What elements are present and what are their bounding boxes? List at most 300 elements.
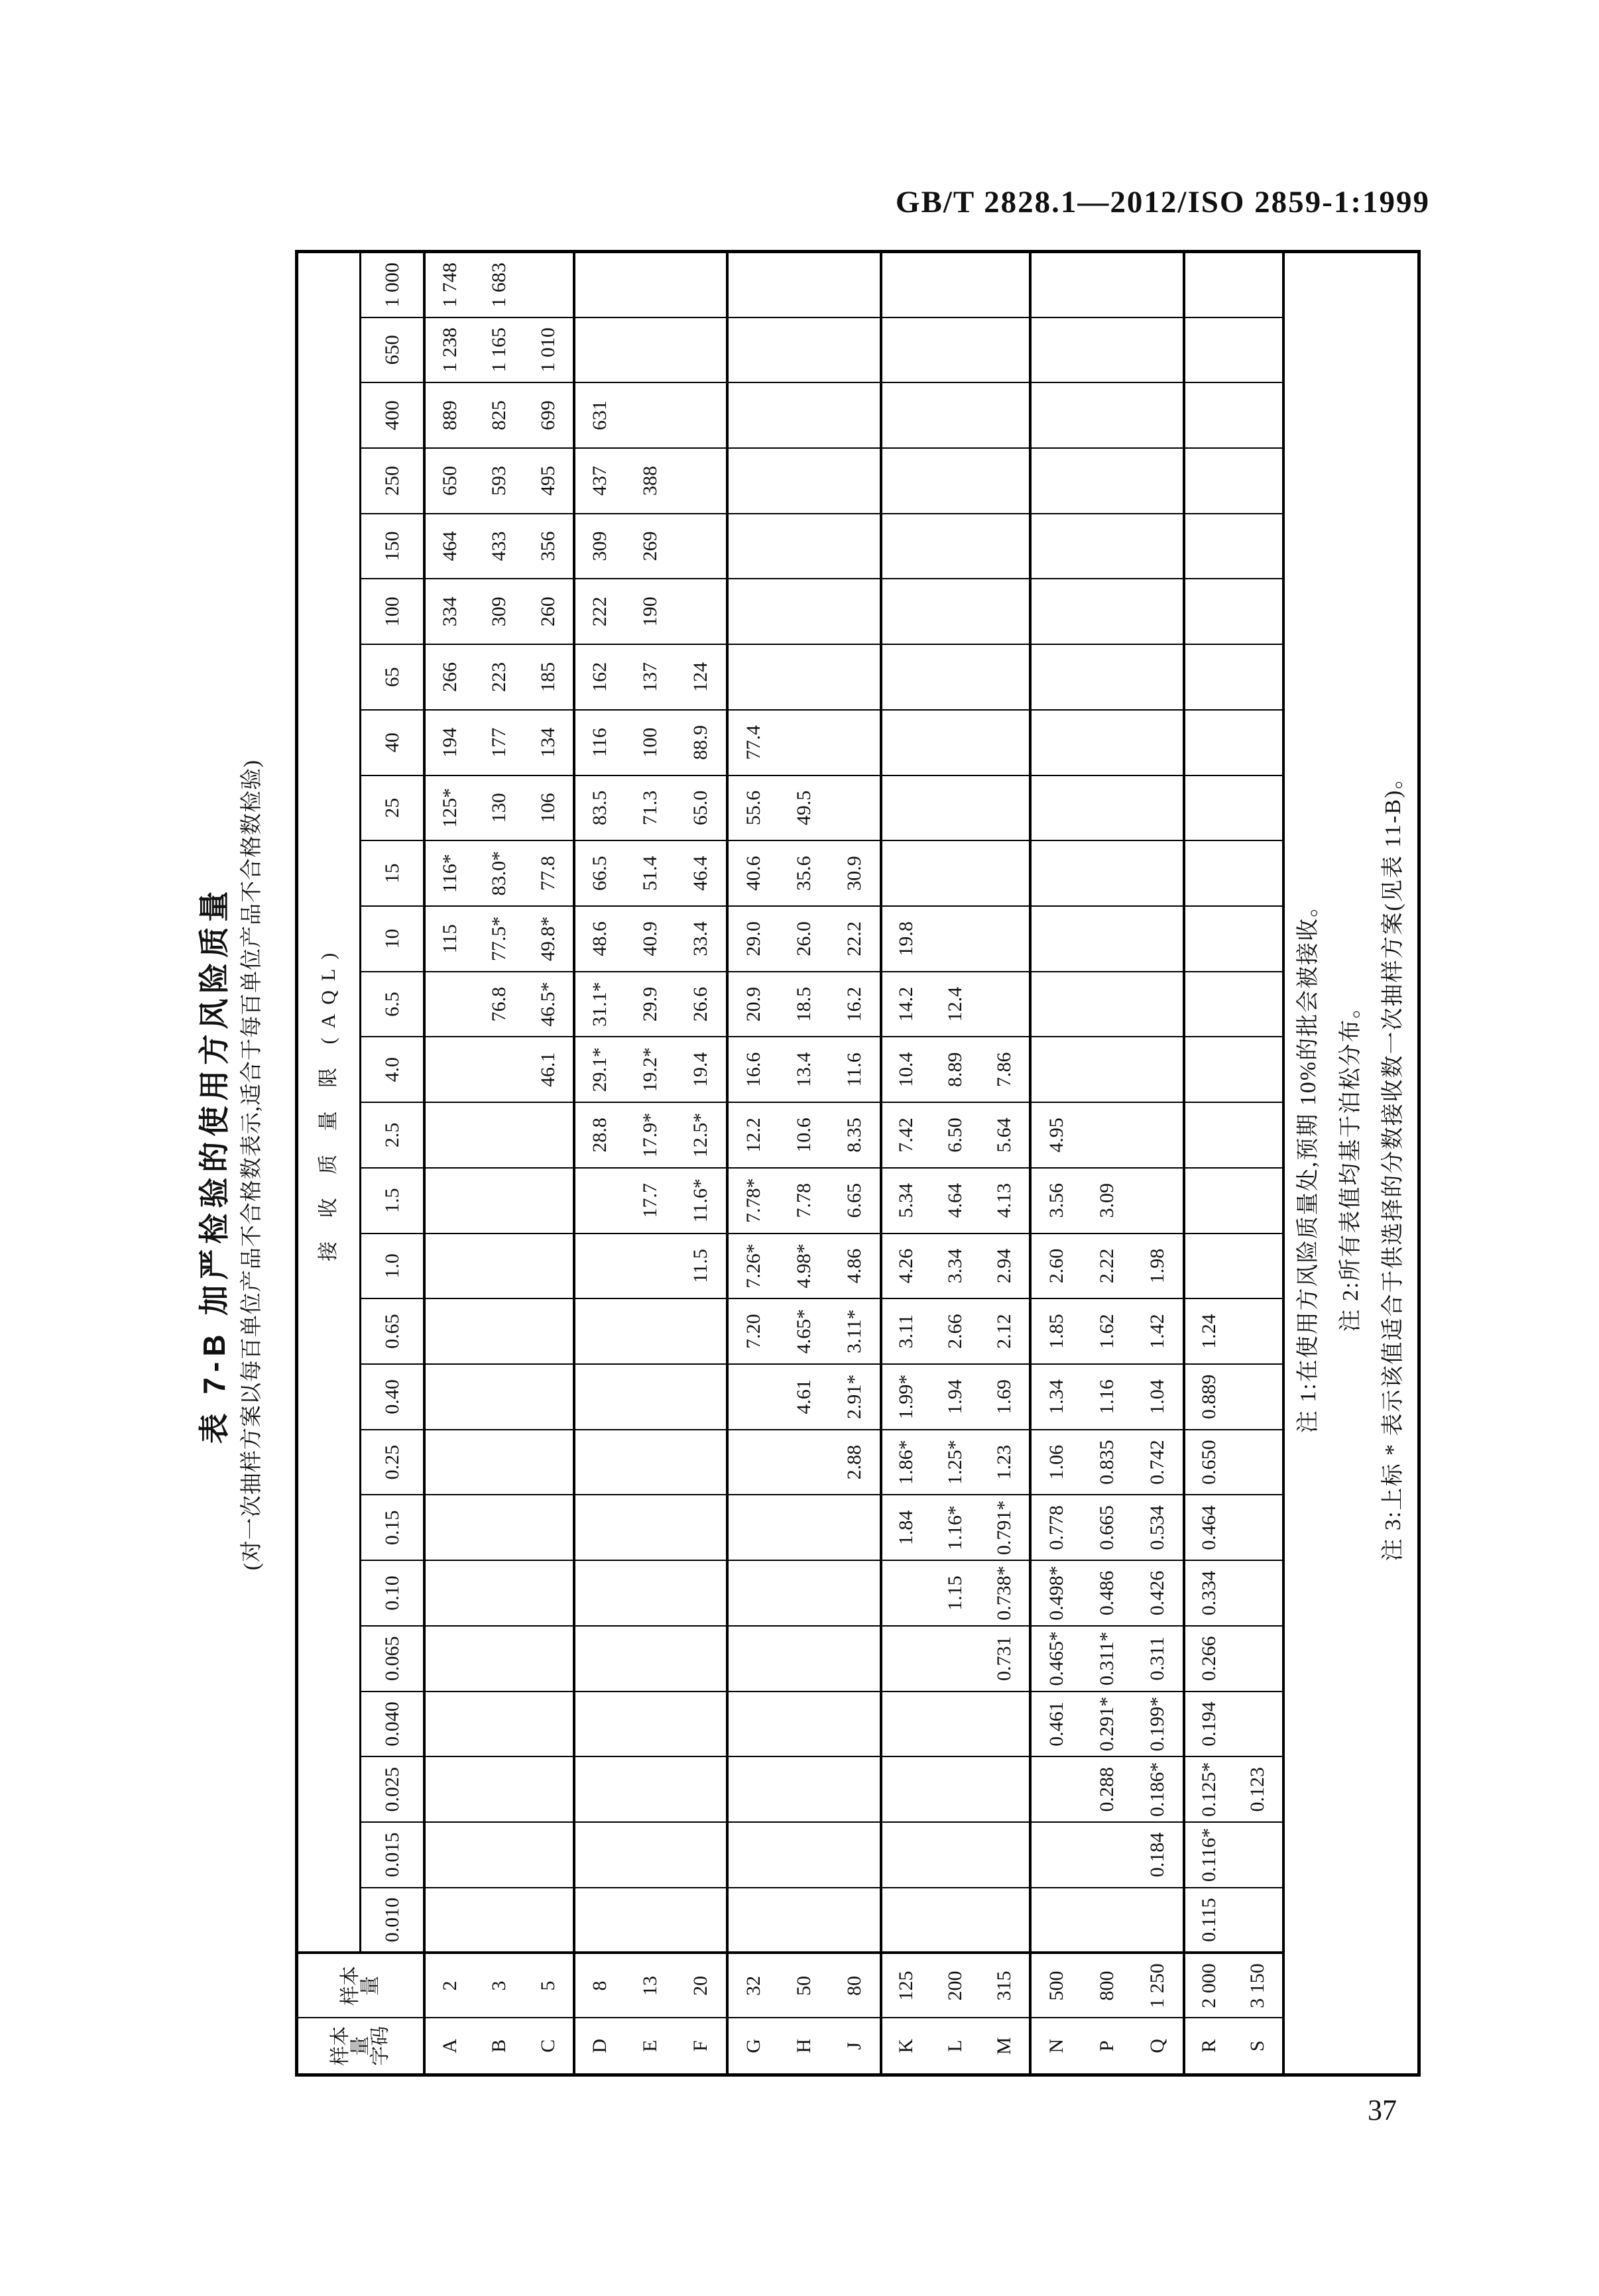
value-cell-D-4.0: 29.1*: [574, 1037, 625, 1102]
value-cell-P-400: [1081, 382, 1132, 448]
value-cell-Q-6.5: [1132, 972, 1183, 1037]
value-cell-D-0.040: [574, 1692, 625, 1757]
value-cell-G-400: [727, 382, 778, 448]
value-cell-B-100: 309: [474, 579, 524, 644]
code-letter-cell-F: F: [676, 2018, 727, 2075]
value-cell-D-0.010: [574, 1888, 625, 1953]
value-cell-P-0.40: 1.16: [1081, 1364, 1132, 1430]
aql-label-0.040: 0.040: [361, 1692, 425, 1757]
aql-label-400: 400: [361, 382, 425, 448]
value-cell-E-650: [625, 317, 676, 383]
value-cell-E-6.5: 29.9: [625, 972, 676, 1037]
value-cell-L-1000: [931, 252, 980, 317]
value-cell-D-40: 116: [574, 710, 625, 775]
value-cell-G-0.65: 7.20: [727, 1298, 778, 1364]
aql-label-65: 65: [361, 644, 425, 710]
code-letter-cell-B: B: [474, 2018, 524, 2075]
value-cell-J-0.065: [829, 1626, 880, 1692]
value-cell-G-1.5: 7.78*: [727, 1168, 778, 1234]
value-cell-J-0.40: 2.91*: [829, 1364, 880, 1430]
value-cell-S-15: [1234, 840, 1283, 906]
sample-size-cell-B: 3: [474, 1953, 524, 2018]
table-subtitle: (对一次抽样方案以每百单位产品不合格数表示,适合于每百单位产品不合格数检验): [240, 759, 264, 1571]
value-cell-M-10: [980, 906, 1030, 972]
value-cell-H-15: 35.6: [778, 840, 829, 906]
value-cell-K-0.10: [881, 1560, 931, 1626]
sample-size-cell-M: 315: [980, 1953, 1030, 2018]
value-cell-L-0.065: [931, 1626, 980, 1692]
value-cell-N-0.15: 0.778: [1030, 1495, 1081, 1560]
aql-label-0.15: 0.15: [361, 1495, 425, 1560]
note-line-3: 注 3:上标 * 表示该值适合于供选择的分数接收数一次抽样方案(见表 11-B)。: [1381, 765, 1405, 1562]
value-cell-G-2.5: 12.2: [727, 1102, 778, 1168]
table-row-F: [676, 252, 727, 2075]
value-cell-K-1.5: 5.34: [881, 1168, 931, 1234]
value-cell-C-0.15: [524, 1495, 573, 1560]
value-cell-L-25: [931, 775, 980, 841]
value-cell-A-650: 1 238: [424, 317, 474, 383]
value-cell-R-10: [1184, 906, 1234, 972]
value-cell-K-0.040: [881, 1692, 931, 1757]
value-cell-M-1.0: 2.94: [980, 1234, 1030, 1299]
value-cell-P-65: [1081, 644, 1132, 710]
value-cell-S-2.5: [1234, 1102, 1283, 1168]
value-cell-N-1000: [1030, 252, 1081, 317]
value-cell-Q-0.40: 1.04: [1132, 1364, 1183, 1430]
value-cell-L-650: [931, 317, 980, 383]
value-cell-D-250: 437: [574, 448, 625, 514]
aql-label-1000: 1 000: [361, 252, 425, 317]
value-cell-J-0.65: 3.11*: [829, 1298, 880, 1364]
value-cell-A-65: 266: [424, 644, 474, 710]
value-cell-M-0.015: [980, 1822, 1030, 1888]
value-cell-E-0.040: [625, 1692, 676, 1757]
value-cell-N-400: [1030, 382, 1081, 448]
value-cell-Q-100: [1132, 579, 1183, 644]
value-cell-F-0.015: [676, 1822, 727, 1888]
value-cell-N-0.65: 1.85: [1030, 1298, 1081, 1364]
value-cell-R-40: [1184, 710, 1234, 775]
value-cell-D-150: 309: [574, 514, 625, 579]
value-cell-J-1000: [829, 252, 880, 317]
value-cell-S-650: [1234, 317, 1283, 383]
value-cell-R-2.5: [1184, 1102, 1234, 1168]
value-cell-D-1.0: [574, 1234, 625, 1299]
value-cell-G-0.040: [727, 1692, 778, 1757]
value-cell-S-0.10: [1234, 1560, 1283, 1626]
aql-label-40: 40: [361, 710, 425, 775]
code-letter-cell-G: G: [727, 2018, 778, 2075]
value-cell-N-0.025: [1030, 1756, 1081, 1822]
value-cell-Q-0.15: 0.534: [1132, 1495, 1183, 1560]
value-cell-L-4.0: 8.89: [931, 1037, 980, 1102]
sample-size-cell-J: 80: [829, 1953, 880, 2018]
aql-label-0.025: 0.025: [361, 1756, 425, 1822]
value-cell-G-0.25: [727, 1430, 778, 1495]
value-cell-M-400: [980, 382, 1030, 448]
value-cell-R-150: [1184, 514, 1234, 579]
code-letter-cell-E: E: [625, 2018, 676, 2075]
value-cell-N-0.010: [1030, 1888, 1081, 1953]
value-cell-F-6.5: 26.6: [676, 972, 727, 1037]
value-cell-D-650: [574, 317, 625, 383]
note-line-1: 注 1:在使用方风险质量处,预期 10%的批会被接收。: [1296, 893, 1321, 1434]
value-cell-P-6.5: [1081, 972, 1132, 1037]
value-cell-B-0.25: [474, 1430, 524, 1495]
value-cell-J-250: [829, 448, 880, 514]
value-cell-K-40: [881, 710, 931, 775]
value-cell-B-4.0: [474, 1037, 524, 1102]
value-cell-P-0.10: 0.486: [1081, 1560, 1132, 1626]
value-cell-C-15: 77.8: [524, 840, 573, 906]
value-cell-P-0.65: 1.62: [1081, 1298, 1132, 1364]
value-cell-K-0.15: 1.84: [881, 1495, 931, 1560]
value-cell-F-400: [676, 382, 727, 448]
value-cell-G-0.15: [727, 1495, 778, 1560]
table-row-N: [1030, 252, 1081, 2075]
value-cell-A-1.0: [424, 1234, 474, 1299]
value-cell-H-0.10: [778, 1560, 829, 1626]
value-cell-M-0.025: [980, 1756, 1030, 1822]
value-cell-S-4.0: [1234, 1037, 1283, 1102]
value-cell-E-10: 40.9: [625, 906, 676, 972]
value-cell-E-1.5: 17.7: [625, 1168, 676, 1234]
code-letter-cell-Q: Q: [1132, 2018, 1183, 2075]
value-cell-A-250: 650: [424, 448, 474, 514]
value-cell-G-0.10: [727, 1560, 778, 1626]
value-cell-A-0.25: [424, 1430, 474, 1495]
value-cell-A-100: 334: [424, 579, 474, 644]
value-cell-H-40: [778, 710, 829, 775]
value-cell-D-10: 48.6: [574, 906, 625, 972]
corner-code-label-line: 量: [349, 2036, 371, 2056]
value-cell-A-0.15: [424, 1495, 474, 1560]
value-cell-D-1.5: [574, 1168, 625, 1234]
value-cell-N-0.40: 1.34: [1030, 1364, 1081, 1430]
page-number: 37: [1368, 2094, 1397, 2126]
value-cell-G-25: 55.6: [727, 775, 778, 841]
aql-label-25: 25: [361, 775, 425, 841]
value-cell-R-0.25: 0.650: [1184, 1430, 1234, 1495]
value-cell-R-15: [1184, 840, 1234, 906]
value-cell-S-0.65: [1234, 1298, 1283, 1364]
value-cell-E-0.65: [625, 1298, 676, 1364]
value-cell-K-0.015: [881, 1822, 931, 1888]
value-cell-J-150: [829, 514, 880, 579]
value-cell-K-10: 19.8: [881, 906, 931, 972]
value-cell-P-0.25: 0.835: [1081, 1430, 1132, 1495]
value-cell-A-400: 889: [424, 382, 474, 448]
value-cell-F-0.025: [676, 1756, 727, 1822]
value-cell-S-0.40: [1234, 1364, 1283, 1430]
value-cell-C-650: 1 010: [524, 317, 573, 383]
value-cell-F-650: [676, 317, 727, 383]
value-cell-S-0.040: [1234, 1692, 1283, 1757]
value-cell-L-100: [931, 579, 980, 644]
value-cell-S-1000: [1234, 252, 1283, 317]
value-cell-N-25: [1030, 775, 1081, 841]
value-cell-M-0.25: 1.23: [980, 1430, 1030, 1495]
aql-label-4.0: 4.0: [361, 1037, 425, 1102]
value-cell-P-40: [1081, 710, 1132, 775]
value-cell-H-10: 26.0: [778, 906, 829, 972]
value-cell-N-0.015: [1030, 1822, 1081, 1888]
value-cell-F-1000: [676, 252, 727, 317]
value-cell-F-10: 33.4: [676, 906, 727, 972]
value-cell-J-15: 30.9: [829, 840, 880, 906]
table-row-R: [1184, 252, 1234, 2075]
code-letter-cell-P: P: [1081, 2018, 1132, 2075]
code-letter-cell-L: L: [931, 2018, 980, 2075]
value-cell-J-0.25: 2.88: [829, 1430, 880, 1495]
value-cell-A-6.5: [424, 972, 474, 1037]
value-cell-Q-0.10: 0.426: [1132, 1560, 1183, 1626]
value-cell-F-2.5: 12.5*: [676, 1102, 727, 1168]
value-cell-B-10: 77.5*: [474, 906, 524, 972]
value-cell-P-650: [1081, 317, 1132, 383]
value-cell-G-0.025: [727, 1756, 778, 1822]
value-cell-G-6.5: 20.9: [727, 972, 778, 1037]
sample-size-cell-A: 2: [424, 1953, 474, 2018]
value-cell-B-1.0: [474, 1234, 524, 1299]
value-cell-L-0.25: 1.25*: [931, 1430, 980, 1495]
value-cell-A-0.025: [424, 1756, 474, 1822]
table-row-K: [881, 252, 931, 2075]
value-cell-J-10: 22.2: [829, 906, 880, 972]
value-cell-Q-25: [1132, 775, 1183, 841]
value-cell-R-1.5: [1184, 1168, 1234, 1234]
value-cell-Q-65: [1132, 644, 1183, 710]
value-cell-M-25: [980, 775, 1030, 841]
value-cell-H-4.0: 13.4: [778, 1037, 829, 1102]
value-cell-D-0.25: [574, 1430, 625, 1495]
value-cell-E-0.40: [625, 1364, 676, 1430]
value-cell-K-0.40: 1.99*: [881, 1364, 931, 1430]
value-cell-F-0.065: [676, 1626, 727, 1692]
value-cell-K-4.0: 10.4: [881, 1037, 931, 1102]
value-cell-F-150: [676, 514, 727, 579]
value-cell-D-0.65: [574, 1298, 625, 1364]
value-cell-Q-15: [1132, 840, 1183, 906]
value-cell-E-2.5: 17.9*: [625, 1102, 676, 1168]
aql-span-header: 接 收 质 量 限 (AQL): [297, 252, 361, 1953]
sample-size-cell-E: 13: [625, 1953, 676, 2018]
table-row-D: [574, 252, 625, 2075]
value-cell-D-400: 631: [574, 382, 625, 448]
aql-label-100: 100: [361, 579, 425, 644]
value-cell-C-0.65: [524, 1298, 573, 1364]
value-cell-K-400: [881, 382, 931, 448]
value-cell-M-40: [980, 710, 1030, 775]
note-line-2: 注 2:所有表值均基于泊松分布。: [1338, 994, 1363, 1332]
value-cell-K-0.25: 1.86*: [881, 1430, 931, 1495]
value-cell-E-65: 137: [625, 644, 676, 710]
value-cell-A-0.65: [424, 1298, 474, 1364]
sample-size-cell-S: 3 150: [1234, 1953, 1283, 2018]
value-cell-L-0.40: 1.94: [931, 1364, 980, 1430]
value-cell-S-40: [1234, 710, 1283, 775]
value-cell-F-0.010: [676, 1888, 727, 1953]
table-row-E: [625, 252, 676, 2075]
value-cell-D-65: 162: [574, 644, 625, 710]
value-cell-J-4.0: 11.6: [829, 1037, 880, 1102]
value-cell-K-15: [881, 840, 931, 906]
value-cell-M-1000: [980, 252, 1030, 317]
value-cell-L-0.10: 1.15: [931, 1560, 980, 1626]
aql-label-1.0: 1.0: [361, 1234, 425, 1299]
value-cell-S-400: [1234, 382, 1283, 448]
value-cell-F-0.15: [676, 1495, 727, 1560]
value-cell-H-65: [778, 644, 829, 710]
value-cell-K-0.65: 3.11: [881, 1298, 931, 1364]
table-row-J: [829, 252, 880, 2075]
value-cell-B-0.40: [474, 1364, 524, 1430]
value-cell-F-0.25: [676, 1430, 727, 1495]
value-cell-S-1.5: [1234, 1168, 1283, 1234]
value-cell-D-0.065: [574, 1626, 625, 1692]
value-cell-J-1.0: 4.86: [829, 1234, 880, 1299]
value-cell-L-0.010: [931, 1888, 980, 1953]
sample-size-cell-D: 8: [574, 1953, 625, 2018]
value-cell-L-10: [931, 906, 980, 972]
value-cell-E-400: [625, 382, 676, 448]
value-cell-D-2.5: 28.8: [574, 1102, 625, 1168]
value-cell-Q-0.025: 0.186*: [1132, 1756, 1183, 1822]
aql-label-2.5: 2.5: [361, 1102, 425, 1168]
value-cell-M-0.40: 1.69: [980, 1364, 1030, 1430]
value-cell-B-1.5: [474, 1168, 524, 1234]
value-cell-E-0.10: [625, 1560, 676, 1626]
value-cell-M-65: [980, 644, 1030, 710]
aql-label-150: 150: [361, 514, 425, 579]
table-row-L: [931, 252, 980, 2075]
value-cell-Q-650: [1132, 317, 1183, 383]
value-cell-G-0.40: [727, 1364, 778, 1430]
value-cell-N-0.065: 0.465*: [1030, 1626, 1081, 1692]
sample-size-cell-H: 50: [778, 1953, 829, 2018]
value-cell-M-6.5: [980, 972, 1030, 1037]
value-cell-C-0.40: [524, 1364, 573, 1430]
table-row-M: [980, 252, 1030, 2075]
aql-label-0.065: 0.065: [361, 1626, 425, 1692]
value-cell-E-0.010: [625, 1888, 676, 1953]
value-cell-P-0.040: 0.291*: [1081, 1692, 1132, 1757]
value-cell-S-0.025: 0.123: [1234, 1756, 1283, 1822]
value-cell-B-0.015: [474, 1822, 524, 1888]
value-cell-E-250: 388: [625, 448, 676, 514]
value-cell-G-100: [727, 579, 778, 644]
sample-size-cell-C: 5: [524, 1953, 573, 2018]
value-cell-J-0.10: [829, 1560, 880, 1626]
value-cell-A-4.0: [424, 1037, 474, 1102]
value-cell-N-1.0: 2.60: [1030, 1234, 1081, 1299]
value-cell-M-150: [980, 514, 1030, 579]
aql-label-0.25: 0.25: [361, 1430, 425, 1495]
value-cell-S-6.5: [1234, 972, 1283, 1037]
value-cell-Q-0.065: 0.311: [1132, 1626, 1183, 1692]
value-cell-J-0.15: [829, 1495, 880, 1560]
value-cell-B-0.025: [474, 1756, 524, 1822]
value-cell-F-15: 46.4: [676, 840, 727, 906]
value-cell-H-650: [778, 317, 829, 383]
header-row-span: [297, 252, 361, 2075]
table-row-G: [727, 252, 778, 2075]
value-cell-C-0.015: [524, 1822, 573, 1888]
value-cell-L-0.040: [931, 1692, 980, 1757]
code-letter-cell-D: D: [574, 2018, 625, 2075]
value-cell-B-40: 177: [474, 710, 524, 775]
value-cell-A-1000: 1 748: [424, 252, 474, 317]
sample-size-cell-L: 200: [931, 1953, 980, 2018]
value-cell-S-10: [1234, 906, 1283, 972]
value-cell-N-4.0: [1030, 1037, 1081, 1102]
value-cell-K-650: [881, 317, 931, 383]
value-cell-P-2.5: [1081, 1102, 1132, 1168]
value-cell-L-2.5: 6.50: [931, 1102, 980, 1168]
value-cell-A-0.040: [424, 1692, 474, 1757]
value-cell-N-0.10: 0.498*: [1030, 1560, 1081, 1626]
value-cell-K-6.5: 14.2: [881, 972, 931, 1037]
value-cell-S-25: [1234, 775, 1283, 841]
value-cell-G-0.065: [727, 1626, 778, 1692]
value-cell-R-0.025: 0.125*: [1184, 1756, 1234, 1822]
value-cell-Q-1.5: [1132, 1168, 1183, 1234]
value-cell-C-4.0: 46.1: [524, 1037, 573, 1102]
value-cell-C-40: 134: [524, 710, 573, 775]
value-cell-H-100: [778, 579, 829, 644]
corner-size-header: [297, 1953, 425, 2018]
aql-label-0.40: 0.40: [361, 1364, 425, 1430]
value-cell-G-0.010: [727, 1888, 778, 1953]
value-cell-B-65: 223: [474, 644, 524, 710]
table-row-Q: [1132, 252, 1183, 2075]
value-cell-L-150: [931, 514, 980, 579]
value-cell-H-0.15: [778, 1495, 829, 1560]
value-cell-R-1000: [1184, 252, 1234, 317]
value-cell-N-100: [1030, 579, 1081, 644]
table-row-B: [474, 252, 524, 2075]
notes-row: [1283, 252, 1419, 2075]
value-cell-H-0.015: [778, 1822, 829, 1888]
value-cell-Q-10: [1132, 906, 1183, 972]
value-cell-C-1.0: [524, 1234, 573, 1299]
table-row-S: [1234, 252, 1283, 2075]
value-cell-C-1000: [524, 252, 573, 317]
value-cell-M-0.040: [980, 1692, 1030, 1757]
value-cell-R-6.5: [1184, 972, 1234, 1037]
value-cell-H-150: [778, 514, 829, 579]
value-cell-C-0.10: [524, 1560, 573, 1626]
value-cell-B-150: 433: [474, 514, 524, 579]
value-cell-M-15: [980, 840, 1030, 906]
value-cell-H-1.5: 7.78: [778, 1168, 829, 1234]
value-cell-F-0.040: [676, 1692, 727, 1757]
value-cell-Q-250: [1132, 448, 1183, 514]
value-cell-E-15: 51.4: [625, 840, 676, 906]
value-cell-B-650: 1 165: [474, 317, 524, 383]
value-cell-B-0.15: [474, 1495, 524, 1560]
value-cell-J-400: [829, 382, 880, 448]
value-cell-B-25: 130: [474, 775, 524, 841]
value-cell-R-250: [1184, 448, 1234, 514]
rotated-table-block: [197, 253, 1421, 2077]
aql-label-0.65: 0.65: [361, 1298, 425, 1364]
value-cell-C-100: 260: [524, 579, 573, 644]
value-cell-D-0.40: [574, 1364, 625, 1430]
value-cell-P-1.5: 3.09: [1081, 1168, 1132, 1234]
code-letter-cell-A: A: [424, 2018, 474, 2075]
value-cell-J-2.5: 8.35: [829, 1102, 880, 1168]
